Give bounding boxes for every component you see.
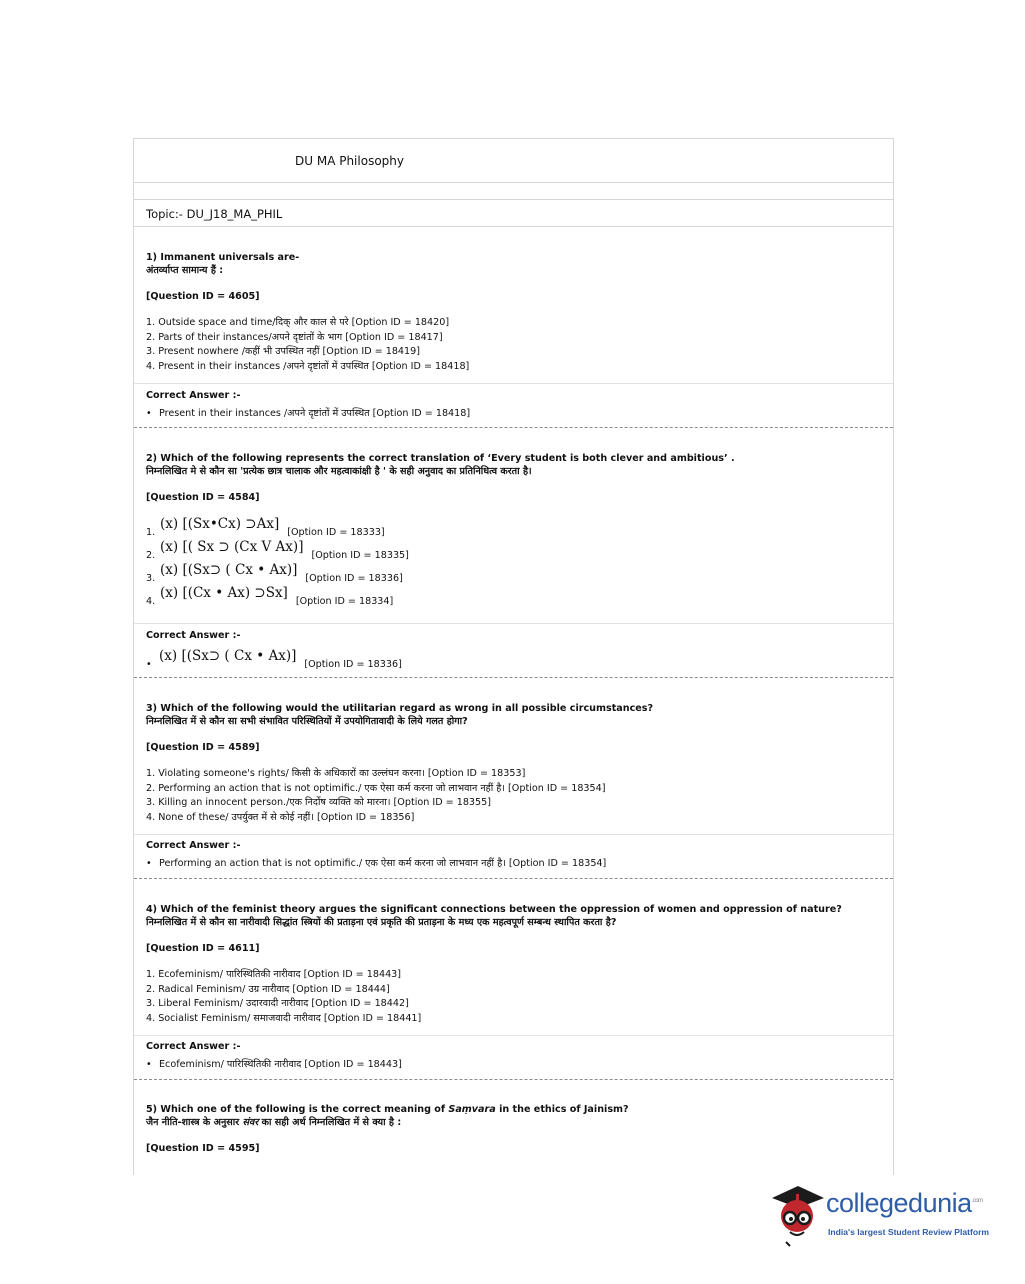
option: 3. Liberal Feminism/ उदारवादी नारीवाद [Option ID = 18442] (146, 998, 409, 1010)
correct-answer-text: Ecofeminism/ पारिस्थितिकी नारीवाद [Option ID = 18443] (159, 1059, 402, 1070)
brand-tagline: India's largest Student Review Platform (828, 1227, 990, 1237)
collegedunia-logo (768, 1180, 993, 1250)
question-heading-hi: निम्नलिखित में से कौन सा सभी संभावित परिस्थितियों में उपयोगितावादी के लिये गलत होगा? (146, 716, 468, 727)
divider (134, 834, 893, 835)
option-list (146, 767, 883, 825)
option-list (146, 316, 883, 374)
bullet-icon: • (146, 408, 152, 419)
mascot-icon (768, 1180, 826, 1248)
option: 2. Performing an action that is not optimific./ एक ऐसा कर्म करना जो लाभवान नहीं है। [Option ID = 18354] (146, 782, 606, 794)
question-heading-en: 5) Which one of the following is the correct meaning of Saṃvara in the ethics of Jainism? (146, 1104, 629, 1115)
brand-name: collegedunia$^{.com}$ (826, 1188, 983, 1218)
option: 2. Parts of their instances/अपने दृष्टांतों के भाग [Option ID = 18417] (146, 331, 443, 343)
option: 1.(x) [(Sx•Cx) ⊃Ax][Option ID = 18333] (146, 516, 385, 538)
question-heading-en: 3) Which of the following would the utilitarian regard as wrong in all possible circumstances? (146, 703, 654, 714)
divider (134, 1035, 893, 1036)
question-2 (146, 452, 883, 615)
option: 1. Outside space and time/दिक् और काल से परे [Option ID = 18420] (146, 317, 450, 328)
correct-answer-4 (146, 1041, 402, 1070)
page-title: DU MA Philosophy (295, 154, 404, 168)
correct-answer-2: Correct Answer :- •(x) [(Sx⊃ ( Cx • Ax)][Option ID = 18336] (146, 630, 402, 670)
title-row (134, 139, 893, 183)
correct-answer-label: Correct Answer :- (146, 390, 241, 401)
correct-answer-label: Correct Answer :- (146, 1041, 241, 1052)
question-separator (134, 1079, 893, 1080)
term-samvara-hi: संवर (242, 1117, 259, 1128)
option: 4. Present in their instances /अपने दृष्टांतों में उपस्थित [Option ID = 18418] (146, 360, 470, 372)
question-id: [Question ID = 4611] (146, 943, 260, 954)
question-heading-en: 4) Which of the feminist theory argues the significant connections between the oppression of women and oppression of nature? (146, 904, 842, 915)
question-heading-hi: निम्नलिखित मे से कौन सा 'प्रत्येक छात्र चालाक और महत्वाकांक्षी है ' के सही अनुवाद का प्रतिनिधित्व करता है। (146, 466, 532, 477)
divider (134, 383, 893, 384)
question-id: [Question ID = 4595] (146, 1143, 260, 1154)
question-3 (146, 702, 883, 825)
question-heading-hi: जैन नीति-शास्त्र के अनुसार संवर का सही अर्थ निम्नलिखित में से क्या है : (146, 1117, 402, 1128)
question-separator (134, 878, 893, 879)
correct-answer-3 (146, 840, 606, 869)
option: 3. Present nowhere /कहीं भी उपस्थित नहीं [Option ID = 18419] (146, 346, 420, 358)
option: 3. Killing an innocent person./एक निर्दोष व्यक्ति को मारना। [Option ID = 18355] (146, 797, 491, 809)
question-separator (134, 427, 893, 428)
correct-answer-1 (146, 390, 470, 419)
question-paper-sheet (133, 138, 894, 1175)
option: 4.(x) [(Cx • Ax) ⊃Sx][Option ID = 18334] (146, 585, 394, 607)
question-heading-en: 1) Immanent universals are- (146, 252, 300, 263)
logic-formula: (x) [(Sx⊃ ( Cx • Ax)] (160, 562, 298, 578)
correct-answer-text: Present in their instances /अपने दृष्टांतों में उपस्थित [Option ID = 18418] (159, 408, 471, 419)
bullet-icon: • (146, 1059, 152, 1070)
spacer-row (134, 183, 893, 200)
question-separator (134, 677, 893, 678)
divider (134, 623, 893, 624)
topic-label: Topic:- DU_J18_MA_PHIL (146, 207, 283, 221)
question-id: [Question ID = 4605] (146, 291, 260, 302)
question-heading-hi: निम्नलिखित में से कौन सा नारीवादी सिद्धांत स्त्रियों की प्रताड़ना एवं प्रकृति की प्रताड़ना के मध्य एक महत्वपूर्ण सम्बन्ध स्थापित करता है? (146, 917, 617, 928)
option: 1. Ecofeminism/ पारिस्थितिकी नारीवाद [Option ID = 18443] (146, 969, 402, 980)
question-4 (146, 903, 883, 1026)
option: 2.(x) [( Sx ⊃ (Cx V Ax)][Option ID = 18335] (146, 539, 409, 561)
question-heading-en: 2) Which of the following represents the correct translation of ‘Every student is both clever and ambitious’ . (146, 453, 735, 464)
question-1 (146, 251, 883, 374)
option: 3.(x) [(Sx⊃ ( Cx • Ax)][Option ID = 18336] (146, 562, 403, 584)
question-id: [Question ID = 4589] (146, 742, 260, 753)
option-list (146, 516, 883, 615)
option: 4. None of these/ उपर्युक्त में से कोई नहीं। [Option ID = 18356] (146, 811, 415, 823)
bullet-icon: • (146, 659, 152, 670)
topic-row (134, 200, 893, 227)
option: 1. Violating someone's rights/ किसी के अधिकारों का उल्लंघन करना। [Option ID = 18353] (146, 768, 526, 779)
question-id: [Question ID = 4584] (146, 492, 260, 503)
correct-answer-label: Correct Answer :- (146, 840, 241, 851)
question-heading-hi: अंतर्व्याप्त सामान्य हैं : (146, 265, 224, 276)
logic-formula: (x) [(Sx⊃ ( Cx • Ax)] (159, 648, 297, 664)
option: 4. Socialist Feminism/ समाजवादी नारीवाद [Option ID = 18441] (146, 1012, 422, 1024)
correct-answer-text: Performing an action that is not optimific./ एक ऐसा कर्म करना जो लाभवान नहीं है। [Option ID = 18354] (159, 858, 607, 869)
bullet-icon: • (146, 858, 152, 869)
option: 2. Radical Feminism/ उग्र नारीवाद [Option ID = 18444] (146, 983, 390, 995)
logic-formula: (x) [( Sx ⊃ (Cx V Ax)] (160, 539, 304, 555)
term-samvara: Saṃvara (448, 1104, 496, 1115)
correct-answer-label: Correct Answer :- (146, 630, 241, 641)
logic-formula: (x) [(Sx•Cx) ⊃Ax] (160, 516, 280, 532)
option-list (146, 968, 883, 1026)
logic-formula: (x) [(Cx • Ax) ⊃Sx] (160, 585, 288, 601)
question-5 (146, 1103, 883, 1154)
